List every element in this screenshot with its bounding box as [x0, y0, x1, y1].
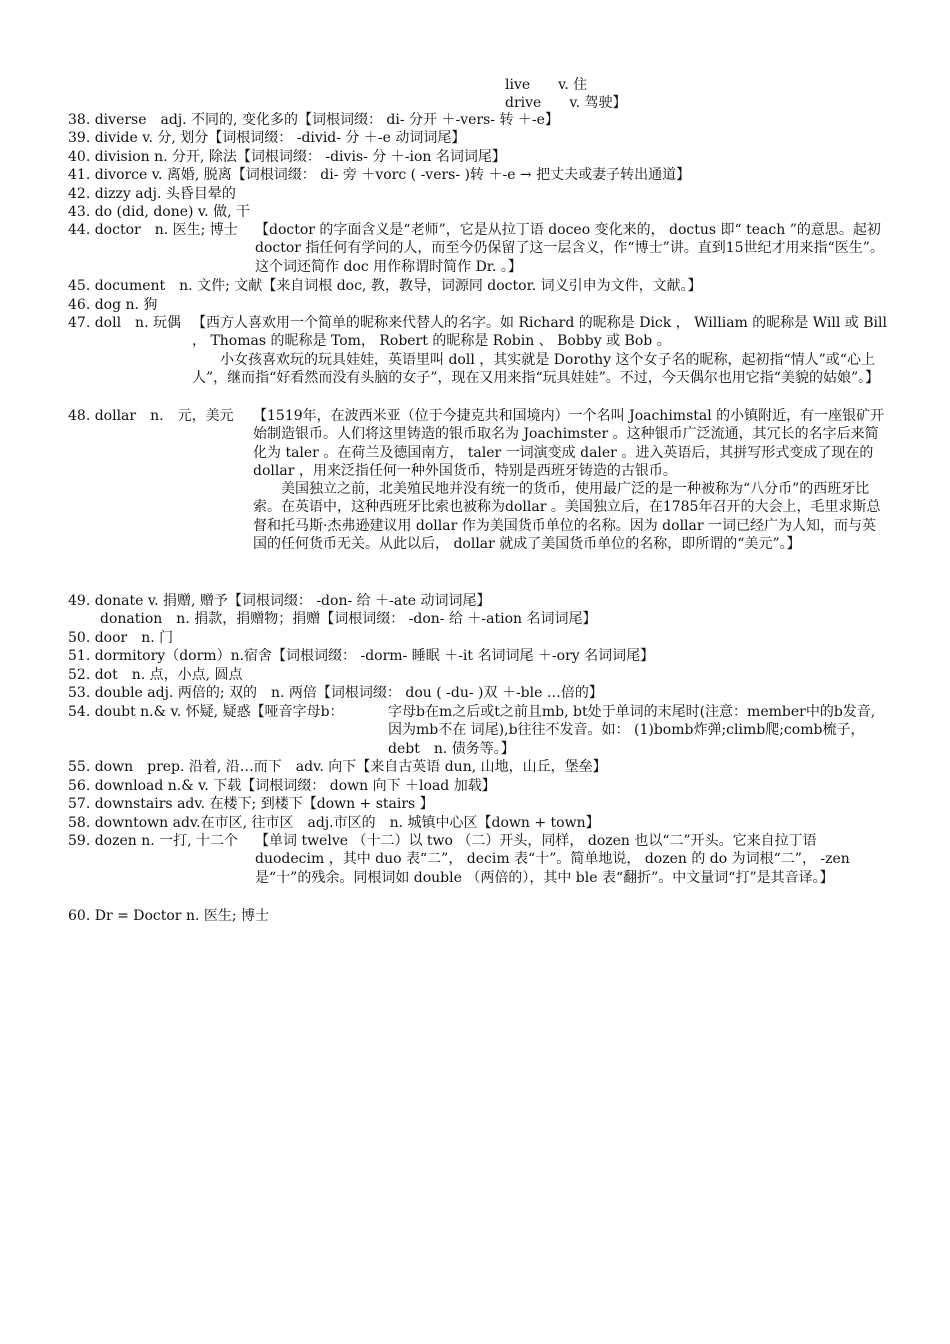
- entry-40: 40. division n. 分开, 除法【词根词缀： -divis- 分 ＋-ion 名词词尾】: [68, 149, 506, 165]
- entry-48-paragraph-2: 美国独立之前，北美殖民地并没有统一的货币，使用最广泛的是一种被称为“八分币”的西班牙比索。在英语中，这种西班牙比索也被称为dollar 。美国独立后，在1785年召开的大会上，毛里求斯总督和托马斯·杰弗逊建议用 dollar 作为美国货币单位的名称。因为 dollar 一词已经广为人知，而与英国的任何货币无关。从此以后， dollar 就成了美国货币单位的名称，即所谓的“美元”。】: [253, 481, 881, 553]
- entry-51: 51. dormitory（dorm）n.宿舍【词根词缀： -dorm- 睡眠 ＋-it 名词词尾 ＋-ory 名词词尾】: [68, 648, 655, 664]
- entry-56: 56. download n.& v. 下载【词根词缀： down 向下 ＋load 加载】: [68, 778, 496, 794]
- entry-44-headword: 44. doctor n. 医生; 博士: [68, 222, 238, 238]
- entry-48-paragraph-1: 【1519年，在波西米亚（位于今捷克共和国境内）一个名叫 Joachimstal 的小镇附近，有一座银矿开始制造银币。人们将这里铸造的银币取名为 Joachimster 。这种银币广泛流通，其冗长的名字后来简化为 taler 。在荷兰及德国南方， taler 一词演变成 daler 。进入英语后，其拼写形式变成了现在的 dollar ，用来泛指任何一种外国货币，特别是西班牙铸造的古银币。: [253, 408, 885, 479]
- entry-45: 45. document n. 文件; 文献【来自词根 doc, 教，教导，词源同 doctor. 词义引申为文件，文献。】: [68, 278, 702, 294]
- entry-50: 50. door n. 门: [68, 630, 174, 646]
- entry-49: 49. donate v. 捐赠, 赠予【词根词缀： -don- 给 ＋-ate 动词词尾】: [68, 593, 491, 609]
- entry-39: 39. divide v. 分, 划分【词根词缀： -divid- 分 ＋-e 动词词尾】: [68, 130, 466, 146]
- entry-54-headword: 54. doubt n.& v. 怀疑, 疑惑【哑音字母b：: [68, 704, 344, 720]
- entry-44-etymology: 【doctor 的字面含义是“老师”，它是从拉丁语 doceo 变化来的， doctus 即“ teach ”的意思。起初 doctor 指任何有学问的人，而至今仍保留了这一层含义，作“博士”讲。直到15世纪才用来指“医生”。这个词还简作 doc 用作称谓时简作 Dr. 。】: [255, 222, 884, 275]
- entry-49-donation: donation n. 捐款，捐赠物；捐赠【词根词缀： -don- 给 ＋-ation 名词词尾】: [100, 611, 597, 627]
- entry-47-paragraph-1: 【西方人喜欢用一个简单的昵称来代替人的名字。如 Richard 的昵称是 Dick ， William 的昵称是 Will 或 Bill ， Thomas 的昵称是 Tom， Robert 的昵称是 Robin 、 Bobby 或 Bob 。: [192, 315, 887, 350]
- entry-47-etymology: [192, 314, 887, 387]
- entry-37-live: live v. 住: [505, 77, 588, 93]
- entry-59-etymology: 【单词 twelve （十二）以 two （二）开头，同样， dozen 也以“二”开头。它来自拉丁语 duodecim ，其中 duo 表“二”， decim 表“十”。简单地说， dozen 的 do 为词根“二”， -zen 是“十”的残余。同根词如 double （两倍的），其中 ble 表“翻折”。中文量词“打”是其音译。】: [255, 833, 850, 886]
- entry-60: 60. Dr = Doctor n. 医生; 博士: [68, 908, 270, 924]
- entry-53: 53. double adj. 两倍的; 双的 n. 两倍【词根词缀： dou ( -du- )双 ＋-ble …倍的】: [68, 685, 603, 701]
- entry-42: 42. dizzy adj. 头昏目晕的: [68, 186, 236, 202]
- entry-46: 46. dog n. 狗: [68, 297, 158, 313]
- entry-59-headword: 59. dozen n. 一打, 十二个: [68, 833, 239, 849]
- entry-47-paragraph-2: 小女孩喜欢玩的玩具娃娃，英语里叫 doll ，其实就是 Dorothy 这个女子名的昵称，起初指“情人”或“心上人”，继而指“好看然而没有头脑的女子”，现在又用来指“玩具娃娃”。不过，今天偶尔也用它指“美貌的姑娘”。】: [192, 351, 880, 386]
- entry-52: 52. dot n. 点，小点, 圆点: [68, 667, 243, 683]
- entry-58: 58. downtown adv.在市区, 往市区 adj.市区的 n. 城镇中心区【down + town】: [68, 815, 600, 831]
- entry-48-headword: 48. dollar n. 元，美元: [68, 408, 234, 424]
- entry-57: 57. downstairs adv. 在楼下; 到楼下【down + stairs 】: [68, 796, 434, 812]
- entry-43: 43. do (did, done) v. 做, 干: [68, 204, 250, 220]
- entry-54-note: 字母b在m之后或t之前且mb, bt处于单词的末尾时(注意：member中的b发音,因为mb不在 词尾),b往往不发音。如： (1)bomb炸弹;climb爬;comb梳子，debt n. 债务等。】: [388, 704, 876, 757]
- entry-38: 38. diverse adj. 不同的, 变化多的【词根词缀： di- 分开 ＋-vers- 转 ＋-e】: [68, 112, 559, 128]
- entry-41: 41. divorce v. 离婚, 脱离【词根词缀： di- 旁 ＋vorc ( -vers- )转 ＋-e → 把丈夫或妻子转出通道】: [68, 167, 691, 183]
- entry-37-drive: drive v. 驾驶】: [505, 95, 627, 111]
- entry-48-etymology: [253, 407, 887, 553]
- entry-47-headword: 47. doll n. 玩偶: [68, 315, 181, 331]
- entry-55: 55. down prep. 沿着, 沿…而下 adv. 向下【来自古英语 dun, 山地，山丘，堡垒】: [68, 759, 607, 775]
